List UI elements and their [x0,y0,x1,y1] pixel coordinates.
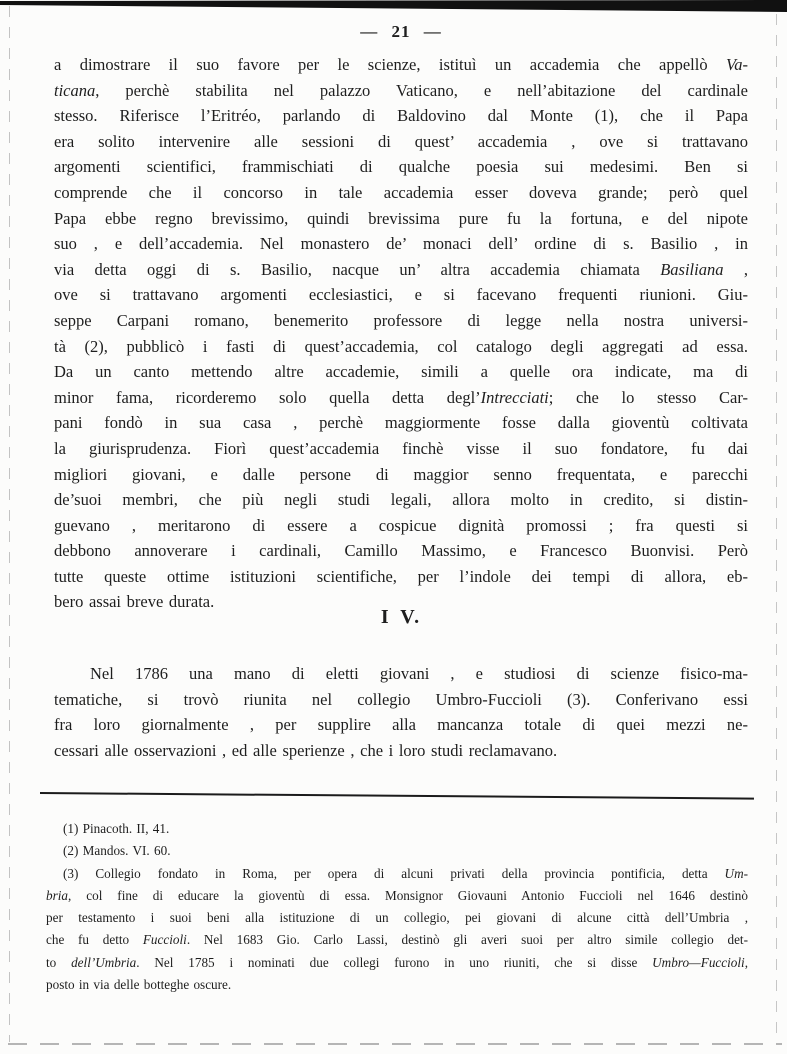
italic-text: Um- [724,865,748,881]
text-line [54,206,748,232]
italic-text: Fuccioli [142,932,187,948]
scan-edge-artifact [0,0,787,16]
text-line [54,334,748,360]
text: . Nel 1683 Gio. Carlo Lassi, destinò gli averi suoi per altro simile collegio det- [186,932,748,948]
italic-text: Intrecciati [480,387,549,407]
text: stesso. Riferisce l’Eritréo, parlando di Baldovino dal Monte (1), che il Papa [54,106,748,126]
text-line [46,840,748,862]
text: migliori giovani, e dalle persone di maggior senno frequentata, e parecchi [54,464,748,484]
text-line [54,687,748,713]
text-line [54,436,748,462]
text-line [54,410,748,436]
text: Da un canto mettendo altre accademie, simili a quelle ora indicate, ma di [54,362,748,382]
text: bero assai breve durata. [54,592,215,612]
text-line [54,564,748,590]
page-border-bottom [8,1043,782,1045]
text: minor fama, ricorderemo solo quella detta degl’ [54,387,481,407]
main-paragraph-2 [54,661,748,763]
text: , col fine di educare la gioventù di essa. Monsignor Giovauni Antonio Fuccioli nel 1646 destinò [67,887,748,903]
main-paragraph-1 [54,52,748,615]
text: a dimostrare il suo favore per le scienze, istituì un accademia che appellò [54,55,726,74]
text-line [46,863,748,885]
text: debbono annoverare i cardinali, Camillo Massimo, e Francesco Buonvisi. Però [54,541,748,561]
text: (1) Pinacoth. II, 41. [63,821,170,836]
text: cessari alle osservazioni , ed alle sperienze , che i loro studi reclamavano. [54,740,558,760]
italic-text: Umbro—Fuccioli [652,954,745,970]
text: tematiche, si trovò riunita nel collegio Umbro-Fuccioli (3). Conferivano essi [54,689,748,709]
text: era solito intervenire alle sessioni di quest’ accademia , ove si trattavano [54,131,748,151]
text-line [46,818,748,840]
text: comprende che il concorso in tale accademia esser doveva grande; però quel [54,182,748,202]
text-line [54,257,748,283]
text: tutte queste ottime istituzioni scientifiche, per l’indole dei tempi di allora, eb- [54,566,748,586]
italic-text: ticana [54,80,96,100]
text: , [723,259,748,279]
page-border-left [9,6,10,1042]
page-border-right [776,14,777,1042]
text-line [54,487,748,513]
text: ; che lo stesso Car- [548,387,748,407]
page-header [54,22,748,42]
italic-text: Va- [726,55,748,74]
text: posto in via delle botteghe oscure. [46,977,232,993]
text-line [54,231,748,257]
footnote-separator-rule [40,792,754,800]
text: fra loro giornalmente , per supplire alla mancanza totale di quei mezzi ne- [54,715,748,735]
text: (2) Mandos. VI. 60. [63,843,171,859]
text: che fu detto [46,932,143,948]
text-line [54,129,748,155]
text: ove si trattavano argomenti ecclesiastici, e si facevano frequenti riunioni. Giu- [54,285,748,305]
text: Nel 1786 una mano di eletti giovani , e studiosi di scienze fisico-ma- [90,664,748,683]
text: , [744,954,748,970]
text: seppe Carpani romano, benemerito professore di legge nella nostra universi- [54,310,748,330]
text-line [54,78,748,104]
text-line [54,661,748,687]
scan-edge-wedge-shape [0,0,787,16]
text: tà (2), pubblicò i fasti di quest’accademia, col catalogo degli aggregati ad essa. [54,336,748,356]
text: (3) Collegio fondato in Roma, per opera di alcuni privati della provincia pontificia, detta [63,865,725,881]
page-number: — 21 — [360,22,442,41]
text: per testamento i suoi beni alla istituzione di un collegio, pei giovani di alcune città dell’Umbria , [46,910,748,926]
text: la giurisprudenza. Fiorì quest’accademia finchè visse il suo fondatore, fu dai [54,438,748,458]
italic-text: dell’Umbria [71,954,137,970]
footnotes [46,818,748,996]
text: via detta oggi di s. Basilio, nacque un’ altra accademia chiamata [54,259,661,279]
text-line [54,538,748,564]
text: Papa ebbe regno brevissimo, quindi brevissima pure fu la fortuna, e del nipote [54,208,748,228]
text: , perchè stabilita nel palazzo Vaticano, e nell’abitazione del cardinale [95,80,748,100]
text-line [54,52,748,78]
text-line [54,385,748,411]
section-heading: I V. [380,606,422,628]
text: suo , e dell’accademia. Nel monastero de’ monaci dell’ ordine di s. Basilio , in [54,234,748,254]
text-line [54,180,748,206]
italic-text: Basiliana [660,259,724,279]
text: de’suoi membri, che più negli studi legali, allora molto in credito, si distin- [54,490,748,510]
text: to [46,954,72,970]
text-line [54,308,748,334]
text-line [46,974,748,996]
italic-text: bria [46,887,68,903]
text: guevano , meritarono di essere a cospicue dignità promossi ; fra questi si [54,515,748,535]
text-line [54,103,748,129]
text-line [54,712,748,738]
text-line [54,462,748,488]
text: pani fondò in sua casa , perchè maggiormente fosse dalla gioventù coltivata [54,413,748,433]
text-line [54,154,748,180]
text-line [54,282,748,308]
text-line [54,513,748,539]
text-line [46,952,748,974]
text: argomenti scientifici, frammischiati di qualche poesia sui medesimi. Ben si [54,157,748,177]
text-line [54,359,748,385]
text: . Nel 1785 i nominati due collegi furono in uno riuniti, che si disse [136,954,653,970]
text-line [54,738,748,764]
text-line [46,929,748,951]
text-line [46,885,748,907]
text-line [46,907,748,929]
